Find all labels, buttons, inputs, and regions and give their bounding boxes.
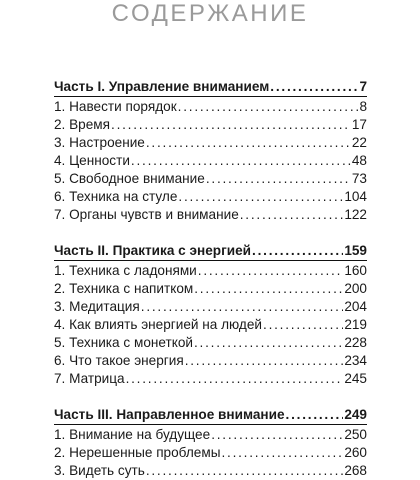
part-heading[interactable] (54, 78, 367, 97)
page-number: 268 (344, 463, 367, 478)
dot-leader (194, 280, 343, 298)
page-number: 122 (344, 207, 367, 222)
page-number: 22 (351, 135, 367, 150)
page-number: 204 (344, 299, 367, 314)
page-number: 17 (351, 117, 367, 132)
chapter-title: 5. Техника с монеткой (54, 335, 193, 350)
dot-leader (263, 316, 343, 334)
page-number: 73 (351, 171, 367, 186)
part-title: Часть II. Практика с энергией (54, 243, 252, 258)
chapter-title: 7. Матрица (54, 371, 125, 386)
toc-entry[interactable] (54, 98, 367, 116)
page-number: 250 (344, 427, 367, 442)
chapter-title: 2. Техника с напитком (54, 281, 194, 296)
dot-leader (270, 78, 358, 96)
page-number: 234 (344, 353, 367, 368)
chapter-title: 7. Органы чувств и внимание (54, 207, 239, 222)
part-spacer (54, 388, 367, 406)
dot-leader (194, 334, 343, 352)
page-number: 104 (344, 189, 367, 204)
page-number: 200 (344, 281, 367, 296)
toc-entry[interactable] (54, 426, 367, 444)
page-number: 7 (359, 79, 367, 94)
page-number: 48 (351, 153, 367, 168)
page-number: 228 (344, 335, 367, 350)
chapter-title: 3. Видеть суть (54, 463, 145, 478)
dot-leader (146, 134, 351, 152)
page-number: 159 (344, 243, 367, 258)
page-number: 249 (344, 407, 367, 422)
dot-leader (146, 462, 344, 480)
toc-entry[interactable] (54, 370, 367, 388)
dot-leader (111, 116, 351, 134)
part-heading[interactable] (54, 242, 367, 261)
toc-entry[interactable] (54, 316, 367, 334)
dot-leader (178, 188, 343, 206)
toc-entry[interactable] (54, 280, 367, 298)
part-title: Часть III. Направленное внимание (54, 407, 285, 422)
toc-entry[interactable] (54, 152, 367, 170)
page-number: 8 (359, 99, 367, 114)
chapter-title: 2. Нерешенные проблемы (54, 445, 221, 460)
dot-leader (211, 426, 343, 444)
page-title: СОДЕРЖАНИЕ (111, 0, 309, 27)
toc-entry[interactable] (54, 116, 367, 134)
chapter-title: 4. Как влиять энергией на людей (54, 317, 263, 332)
page-number: 160 (344, 263, 367, 278)
dot-leader (178, 98, 359, 116)
page-number: 219 (344, 317, 367, 332)
dot-leader (126, 370, 344, 388)
chapter-title: 5. Свободное внимание (54, 171, 205, 186)
dot-leader (252, 242, 343, 260)
part-heading[interactable] (54, 406, 367, 425)
dot-leader (221, 444, 343, 462)
chapter-title: 2. Время (54, 117, 111, 132)
chapter-title: 1. Техника с ладонями (54, 263, 197, 278)
chapter-title: 6. Что такое энергия (54, 353, 184, 368)
dot-leader (240, 206, 344, 224)
page-number: 245 (344, 371, 367, 386)
chapter-title: 3. Медитация (54, 299, 140, 314)
chapter-title: 4. Ценности (54, 153, 130, 168)
chapter-title: 1. Внимание на будущее (54, 427, 211, 442)
toc-entry[interactable] (54, 334, 367, 352)
toc-entry[interactable] (54, 462, 367, 480)
toc-entry[interactable] (54, 262, 367, 280)
part-spacer (54, 224, 367, 242)
part-title: Часть I. Управление вниманием (54, 79, 270, 94)
dot-leader (185, 352, 344, 370)
toc-entry[interactable] (54, 188, 367, 206)
toc-entry[interactable] (54, 352, 367, 370)
page-number: 260 (344, 445, 367, 460)
dot-leader (141, 298, 344, 316)
toc-entry[interactable] (54, 206, 367, 224)
dot-leader (286, 406, 344, 424)
dot-leader (131, 152, 351, 170)
toc-entry[interactable] (54, 444, 367, 462)
chapter-title: 3. Настроение (54, 135, 145, 150)
toc-entry[interactable] (54, 298, 367, 316)
dot-leader (206, 170, 351, 188)
chapter-title: 1. Навести порядок (54, 99, 177, 114)
toc-entry[interactable] (54, 170, 367, 188)
toc-entry[interactable] (54, 134, 367, 152)
dot-leader (198, 262, 344, 280)
chapter-title: 6. Техника на стуле (54, 189, 178, 204)
